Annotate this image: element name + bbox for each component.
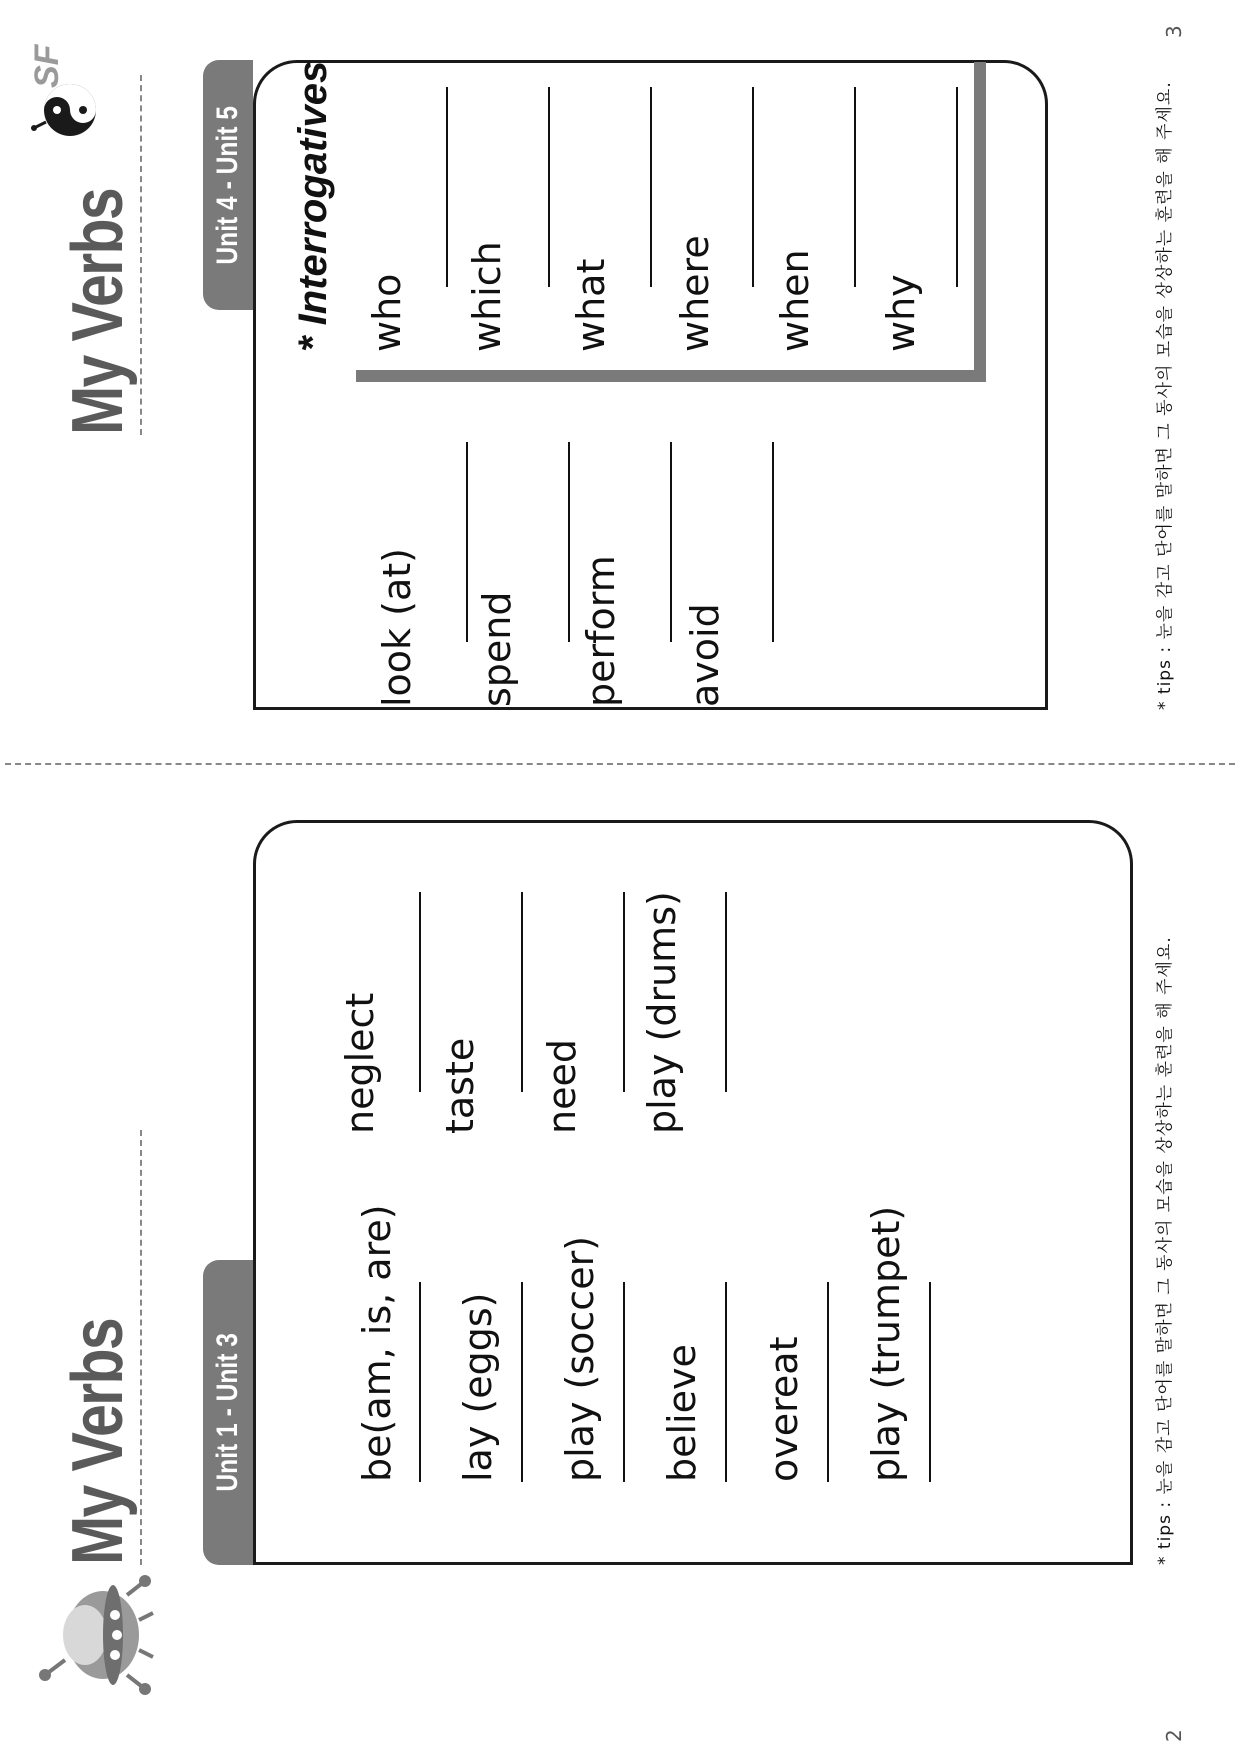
answer-line[interactable] [725, 1282, 727, 1482]
interrogative-word: what [569, 258, 613, 352]
answer-line[interactable] [772, 442, 774, 642]
page-number-left: 2 [1162, 1729, 1186, 1742]
answer-line[interactable] [446, 87, 448, 287]
tips-text-right: * tips : 눈을 감고 단어를 말하면 그 동사의 모습을 상상하는 훈련을 해 주세요. [1155, 81, 1175, 710]
title-underline-left [140, 1130, 142, 1565]
title-left: My Verbs [58, 1318, 138, 1565]
verb-word: avoid [683, 603, 727, 707]
verb-word: spend [475, 591, 519, 707]
verb-panel-right [253, 60, 1048, 710]
unit-tab-right: Unit 4 - Unit 5 [203, 60, 253, 310]
interrogatives-heading: * Interrogatives [291, 60, 335, 352]
answer-line[interactable] [548, 87, 550, 287]
answer-line[interactable] [725, 892, 727, 1092]
verb-word: be(am, is, are) [355, 1204, 399, 1482]
interrogative-word: who [365, 273, 409, 352]
answer-line[interactable] [419, 1282, 421, 1482]
verb-word: believe [660, 1344, 704, 1482]
answer-line[interactable] [929, 1282, 931, 1482]
verb-word: overeat [762, 1336, 806, 1482]
answer-line[interactable] [827, 1282, 829, 1482]
interrogatives-frame-vertical [356, 370, 986, 382]
verb-word: neglect [338, 992, 382, 1134]
interrogative-word: which [465, 241, 509, 352]
tips-text-left: * tips : 눈을 감고 단어를 말하면 그 동사의 모습을 상상하는 훈련을 해 주세요. [1155, 936, 1175, 1565]
verb-word: look (at) [375, 548, 419, 707]
interrogative-word: where [673, 235, 717, 352]
title-right: My Verbs [58, 188, 138, 435]
answer-line[interactable] [854, 87, 856, 287]
verb-word: taste [438, 1037, 482, 1134]
answer-line[interactable] [521, 1282, 523, 1482]
verb-word: perform [579, 555, 623, 707]
answer-line[interactable] [521, 892, 523, 1092]
verb-panel-left [253, 820, 1133, 1565]
answer-line[interactable] [956, 87, 958, 287]
ufo-mascot-icon [35, 1575, 155, 1695]
answer-line[interactable] [752, 87, 754, 287]
answer-line[interactable] [623, 892, 625, 1092]
verb-word: play (drums) [640, 891, 684, 1134]
page-number-right: 3 [1162, 25, 1186, 38]
answer-line[interactable] [568, 442, 570, 642]
answer-line[interactable] [466, 442, 468, 642]
logo-text: SF [28, 44, 66, 88]
answer-line[interactable] [419, 892, 421, 1092]
interrogative-word: when [773, 249, 817, 352]
unit-tab-left: Unit 1 - Unit 3 [203, 1260, 253, 1565]
verb-word: need [540, 1039, 584, 1134]
interrogatives-frame-horizontal [974, 62, 986, 382]
answer-line[interactable] [623, 1282, 625, 1482]
fold-divider [5, 763, 1235, 765]
title-underline-right [140, 75, 142, 435]
answer-line[interactable] [670, 442, 672, 642]
answer-line[interactable] [650, 87, 652, 287]
verb-word: play (soccer) [558, 1235, 602, 1482]
verb-word: play (trumpet) [864, 1205, 908, 1482]
interrogative-word: why [879, 274, 923, 352]
verb-word: lay (eggs) [456, 1292, 500, 1482]
